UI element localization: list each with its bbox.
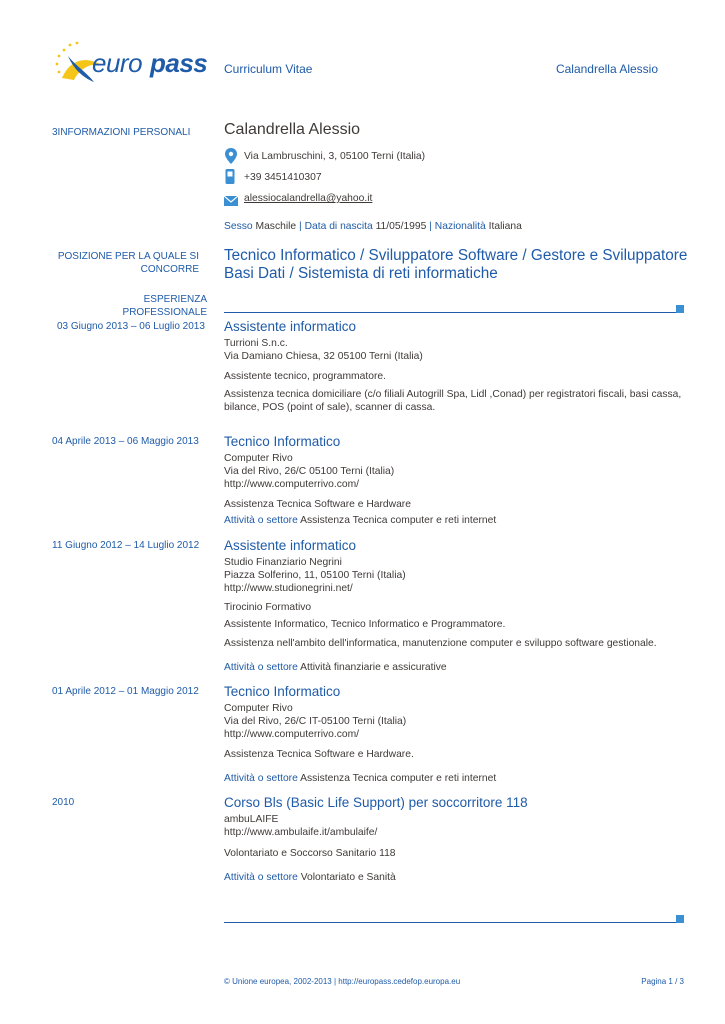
- entry-website[interactable]: http://www.computerrivo.com/: [224, 479, 360, 490]
- doc-title: Curriculum Vitae: [224, 62, 313, 76]
- entry-dates: 2010: [52, 797, 75, 808]
- phone: +39 3451410307: [244, 172, 322, 183]
- entry-employer: Studio Finanziario Negrini: [224, 557, 342, 568]
- sector-value: Attività finanziarie e assicurative: [300, 662, 447, 673]
- experience-label-line: ESPERIENZA: [143, 294, 207, 305]
- entry-dates: 01 Aprile 2012 – 01 Maggio 2012: [52, 686, 199, 697]
- birth-label: Data di nascita: [304, 221, 373, 232]
- entry-text: Assistenza Tecnica Software e Hardware: [224, 499, 411, 510]
- entry-title: Corso Bls (Basic Life Support) per soccorritore 118: [224, 795, 528, 810]
- position-title-line: Tecnico Informatico / Sviluppatore Software / Gestore e Sviluppatore: [224, 247, 688, 264]
- entry-text: Assistenza tecnica domiciliare (c/o filiali Autogrill Spa, Lidl ,Conad) per registratori fiscali, basi cassa,: [224, 389, 682, 400]
- birth-value: 11/05/1995: [375, 221, 427, 232]
- sex-label: Sesso: [224, 221, 253, 232]
- email-link[interactable]: alessiocalandrella@yahoo.it: [244, 193, 373, 204]
- entry-sector: [224, 772, 496, 785]
- personal-details-line: [224, 220, 522, 233]
- entry-title: Assistente informatico: [224, 538, 357, 553]
- logo-word-pass: pass: [150, 48, 208, 78]
- entry-address: Piazza Solferino, 11, 05100 Terni (Italia): [224, 570, 406, 581]
- entry-title: Assistente informatico: [224, 319, 357, 334]
- bottom-rule: [224, 922, 676, 923]
- bottom-rule-square: [676, 915, 684, 923]
- full-name: Calandrella Alessio: [224, 121, 361, 138]
- entry-text: Assistente tecnico, programmatore.: [224, 371, 386, 382]
- entry-website[interactable]: http://www.ambulaife.it/ambulaife/: [224, 827, 378, 838]
- entry-text: Assistenza nell'ambito dell'informatica, manutenzione computer e sviluppo software gestionale.: [224, 638, 657, 649]
- entry-text: Assistente Informatico, Tecnico Informatico e Programmatore.: [224, 619, 506, 630]
- email-icon: [224, 193, 238, 207]
- position-title-line: Basi Dati / Sistemista di reti informatiche: [224, 265, 498, 282]
- entry-employer: ambuLAIFE: [224, 814, 279, 825]
- sector-value: Assistenza Tecnica computer e reti internet: [300, 515, 497, 526]
- entry-employer: Computer Rivo: [224, 703, 293, 714]
- address: Via Lambruschini, 3, 05100 Terni (Italia): [244, 151, 426, 162]
- experience-label-line: PROFESSIONALE: [122, 307, 207, 318]
- position-label-line: POSIZIONE PER LA QUALE SI: [57, 251, 199, 262]
- footer-copyright: © Unione europea, 2002-2013 | http://europass.cedefop.europa.eu: [224, 977, 461, 986]
- sector-label: Attività o settore: [224, 773, 298, 784]
- europass-logo: [50, 38, 210, 88]
- entry-text: bilance, POS (point of sale), scanner di cassa.: [224, 402, 436, 413]
- logo-word-euro: euro: [92, 48, 143, 78]
- experience-label: [123, 293, 207, 319]
- sex-value: Maschile: [255, 221, 297, 232]
- sector-label: Attività o settore: [224, 662, 298, 673]
- entry-dates: 11 Giugno 2012 – 14 Luglio 2012: [52, 540, 200, 551]
- entry-address: Via del Rivo, 26/C IT-05100 Terni (Italia): [224, 716, 407, 727]
- entry-sector: [224, 661, 447, 674]
- header-name: Calandrella Alessio: [555, 62, 658, 76]
- entry-employer: Computer Rivo: [224, 453, 293, 464]
- sector-label: Attività o settore: [224, 872, 298, 883]
- entry-title: Tecnico Informatico: [224, 684, 341, 699]
- section-rule: [224, 312, 676, 313]
- entry-sector: [224, 871, 396, 884]
- entry-text: Assistenza Tecnica Software e Hardware.: [224, 749, 414, 760]
- nationality-label: Nazionalità: [434, 221, 486, 232]
- entry-text: Tirocinio Formativo: [224, 602, 312, 613]
- entry-text: Volontariato e Soccorso Sanitario 118: [224, 848, 396, 859]
- entry-dates: 04 Aprile 2013 – 06 Maggio 2013: [52, 436, 199, 447]
- entry-address: Via Damiano Chiesa, 32 05100 Terni (Italia): [224, 351, 423, 362]
- position-label: [58, 250, 199, 276]
- position-title: [224, 247, 687, 283]
- entry-title: Tecnico Informatico: [224, 434, 341, 449]
- entry-dates: 03 Giugno 2013 – 06 Luglio 2013: [57, 321, 205, 332]
- position-label-line: CONCORRE: [140, 264, 199, 275]
- location-pin-icon: [224, 148, 238, 162]
- sector-value: Assistenza Tecnica computer e reti internet: [300, 773, 497, 784]
- sector-value: Volontariato e Sanità: [300, 872, 396, 883]
- page-number: Pagina 1 / 3: [641, 977, 684, 986]
- section-rule-square: [676, 305, 684, 313]
- separator: |: [299, 221, 302, 232]
- personal-info-label: 3INFORMAZIONI PERSONALI: [52, 127, 191, 138]
- nationality-value: Italiana: [488, 221, 522, 232]
- mobile-phone-icon: [224, 169, 238, 183]
- sector-label: Attività o settore: [224, 515, 298, 526]
- entry-sector: [224, 514, 496, 527]
- separator: |: [429, 221, 432, 232]
- entry-website[interactable]: http://www.studionegrini.net/: [224, 583, 353, 594]
- entry-website[interactable]: http://www.computerrivo.com/: [224, 729, 360, 740]
- entry-employer: Turrioni S.n.c.: [224, 338, 288, 349]
- entry-address: Via del Rivo, 26/C 05100 Terni (Italia): [224, 466, 395, 477]
